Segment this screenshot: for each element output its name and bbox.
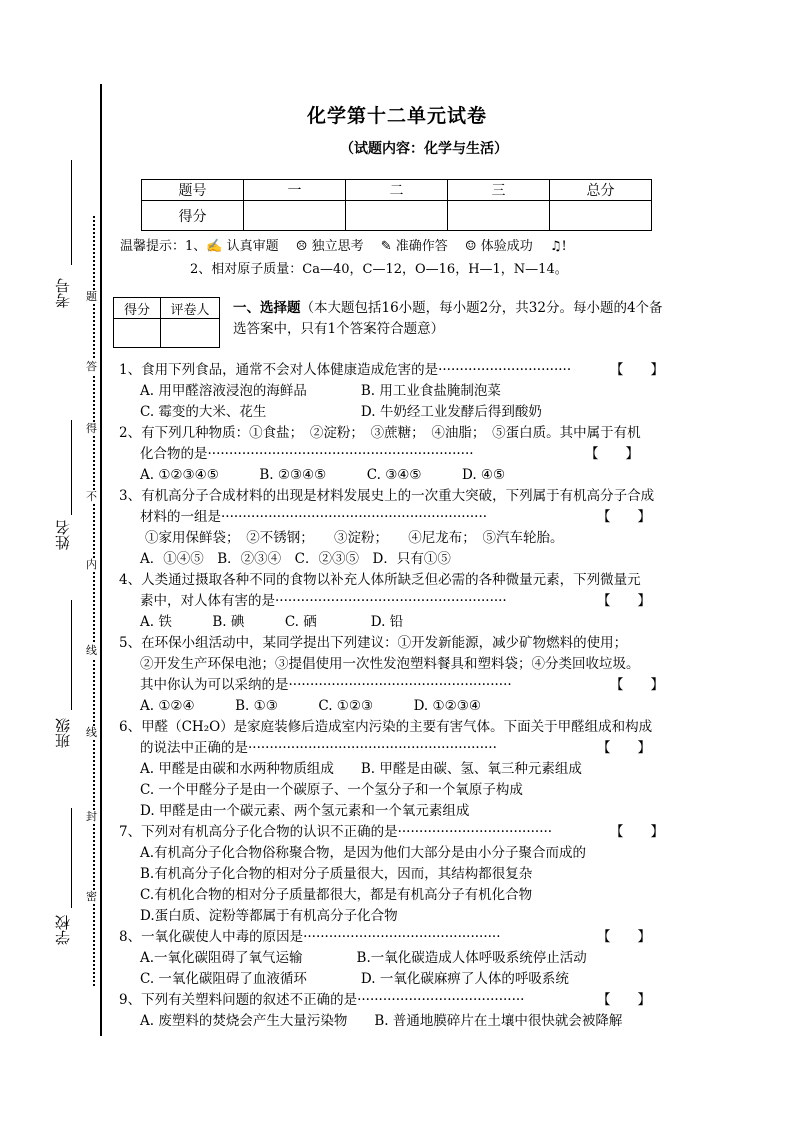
section-heading [233, 298, 673, 340]
tip-item: 认真审题 [226, 239, 279, 254]
question-stem-cont: 的说法中正确的是·························································· [140, 740, 497, 756]
seal-char: 密 [86, 890, 97, 903]
option-line: D.蛋白质、淀粉等都属于有机高分子化合物 [140, 908, 398, 924]
question-stem: 2、有下列几种物质：①食盐； ②淀粉； ③蔗糖； ④油脂； ⑤蛋白质。其中属于有机 [119, 425, 641, 441]
page-title: 化学第十二单元试卷 [306, 105, 487, 127]
score-cell[interactable] [244, 201, 346, 231]
tips-line-1 [120, 235, 567, 254]
tip-item: 独立思考 [311, 239, 364, 254]
answer-bracket[interactable]: 【 】 [610, 677, 664, 693]
seal-char: 答 [86, 360, 97, 373]
tips-line-2: 2、相对原子质量：Ca—40，C—12，O—16，H—1，N—14。 [190, 262, 568, 277]
section-desc: （本大题包括16小题，每小题2分，共32分。每小题的4个备选答案中，只有1个答案符合题意） [233, 300, 663, 337]
seal-char: 线 [86, 644, 97, 657]
grader-table [113, 297, 220, 348]
option-line: A. 铁 B. 碘 C. 硒 D. 铅 [140, 614, 404, 630]
tip-end: ! [561, 239, 567, 254]
exam-number-label: 考号 [54, 278, 72, 308]
option-line: D. 甲醛是由一个碳元素、两个氢元素和一个氧元素组成 [140, 803, 470, 819]
answer-bracket[interactable]: 【 】 [597, 509, 651, 525]
school-field[interactable] [71, 808, 72, 908]
name-field[interactable] [71, 420, 72, 515]
option-line: ①家用保鲜袋； ②不锈钢； ③淀粉； ④尼龙布； ⑤汽车轮胎。 [145, 530, 564, 546]
option-line: A．①④⑤ B．②③④ C．②③⑤ D．只有①⑤ [140, 551, 451, 567]
score-cell[interactable] [448, 201, 550, 231]
option-line: A. ①②③④⑤ B. ②③④⑤ C. ③④⑤ D. ④⑤ [140, 467, 506, 483]
score-cell[interactable] [550, 201, 652, 231]
grader-name-label: 评卷人 [161, 298, 220, 319]
answer-bracket[interactable]: 【 】 [610, 362, 664, 378]
question-stem: 5、在环保小组活动中，某同学提出下列建议：①开发新能源，减少矿物燃料的使用； [119, 635, 628, 651]
question-stem: 9、下列有关塑料问题的叙述不正确的是······································· [119, 992, 525, 1008]
option-line: C. 一个甲醛分子是由一个碳原子、一个氢分子和一个氧原子构成 [140, 782, 523, 798]
question-stem-cont: 其中你认为可以采纳的是···················································· [140, 677, 512, 693]
option-line: B.有机高分子化合物的相对分子质量很大，因而，其结构都很复杂 [140, 866, 533, 882]
name-label: 姓名 [54, 520, 72, 550]
grader-name-cell[interactable] [161, 319, 220, 348]
score-cell[interactable] [346, 201, 448, 231]
answer-bracket[interactable]: 【 】 [610, 824, 664, 840]
smiley-icon: ☺ [464, 239, 477, 254]
question-stem: 3、有机高分子合成材料的出现是材料发展史上的一次重大突破，下列属于有机高分子合成 [119, 488, 655, 504]
seal-char: 封 [86, 810, 97, 823]
thinking-face-icon: ☹ [295, 239, 308, 254]
writing-hand-icon: ✎ [380, 239, 392, 254]
option-line: A.一氧化碳阻碍了氧气运输 B.一氧化碳造成人体呼吸系统停止活动 [140, 950, 587, 966]
score-header: 一 [244, 180, 346, 201]
question-stem: 6、甲醛（CH₂O）是家庭装修后造成室内污染的主要有害气体。下面关于甲醛组成和构成 [119, 719, 653, 735]
score-table [141, 179, 652, 231]
score-header: 题号 [142, 180, 244, 201]
pen-icon: ✍ [206, 239, 223, 254]
question-stem-cont: 材料的一组是······························································ [140, 509, 488, 525]
answer-bracket[interactable]: 【 】 [597, 929, 651, 945]
school-label: 学校 [54, 915, 72, 945]
seal-char: 线 [86, 726, 97, 739]
answer-bracket[interactable]: 【 】 [597, 593, 651, 609]
section-title: 一、选择题 [233, 300, 301, 316]
score-row-label: 得分 [142, 201, 244, 231]
seal-dotted-line [93, 216, 101, 986]
option-line: C.有机化合物的相对分子质量都很大，都是有机高分子有机化合物 [140, 887, 533, 903]
question-stem: 8、一氧化碳使人中毒的原因是·············································· [119, 929, 501, 945]
score-header: 二 [346, 180, 448, 201]
question-stem-cont: ②开发生产环保电池；③提倡使用一次性发泡塑料餐具和塑料袋；④分类回收垃圾。 [140, 656, 640, 672]
question-stem: 7、下列对有机高分子化合物的认识不正确的是···································· [119, 824, 553, 840]
option-line: A. 用甲醛溶液浸泡的海鲜品 B. 用工业食盐腌制泡菜 [140, 383, 501, 399]
option-line: C. 霉变的大米、花生 D. 牛奶经工业发酵后得到酸奶 [140, 404, 542, 420]
question-stem: 1、食用下列食品，通常不会对人体健康造成危害的是······························· [119, 362, 572, 378]
page-subtitle: （试题内容：化学与生活） [340, 141, 508, 157]
answer-bracket[interactable]: 【 】 [597, 740, 651, 756]
option-line: A. 甲醛是由碳和水两种物质组成 B. 甲醛是由碳、氢、氧三种元素组成 [140, 761, 582, 777]
option-line: A. ①②④ B. ①③ C. ①②③ D. ①②③④ [140, 698, 481, 714]
tip-item: 准确作答 [395, 239, 448, 254]
score-header: 三 [448, 180, 550, 201]
grader-score-cell[interactable] [114, 319, 161, 348]
option-line: C. 一氧化碳阻碍了血液循环 D. 一氧化碳麻痹了人体的呼吸系统 [140, 971, 569, 987]
question-stem-cont: 素中，对人体有害的是······················································ [140, 593, 507, 609]
answer-bracket[interactable]: 【 】 [597, 992, 651, 1008]
grader-score-label: 得分 [114, 298, 161, 319]
answer-bracket[interactable]: 【 】 [585, 446, 639, 462]
question-stem: 4、人类通过摄取各种不同的食物以补充人体所缺乏但必需的各种微量元素，下列微量元 [119, 572, 641, 588]
bell-icon: ♫ [549, 239, 562, 254]
seal-char: 题 [86, 290, 97, 303]
tip-item: 体验成功 [480, 239, 533, 254]
exam-number-field[interactable] [71, 160, 72, 265]
option-line: A. 废塑料的焚烧会产生大量污染物 B. 普通地膜碎片在土壤中很快就会被降解 [140, 1013, 623, 1029]
class-label: 班级 [54, 718, 72, 748]
score-header: 总分 [550, 180, 652, 201]
option-line: A.有机高分子化合物俗称聚合物，是因为他们大部分是由小分子聚合而成的 [140, 845, 587, 861]
seal-char: 不 [86, 490, 97, 503]
tips-prefix: 温馨提示：1、 [120, 239, 207, 254]
class-field[interactable] [71, 600, 72, 710]
seal-char: 内 [86, 558, 97, 571]
question-stem-cont: 化合物的是······························································ [140, 446, 474, 462]
seal-char: 得 [86, 422, 97, 435]
